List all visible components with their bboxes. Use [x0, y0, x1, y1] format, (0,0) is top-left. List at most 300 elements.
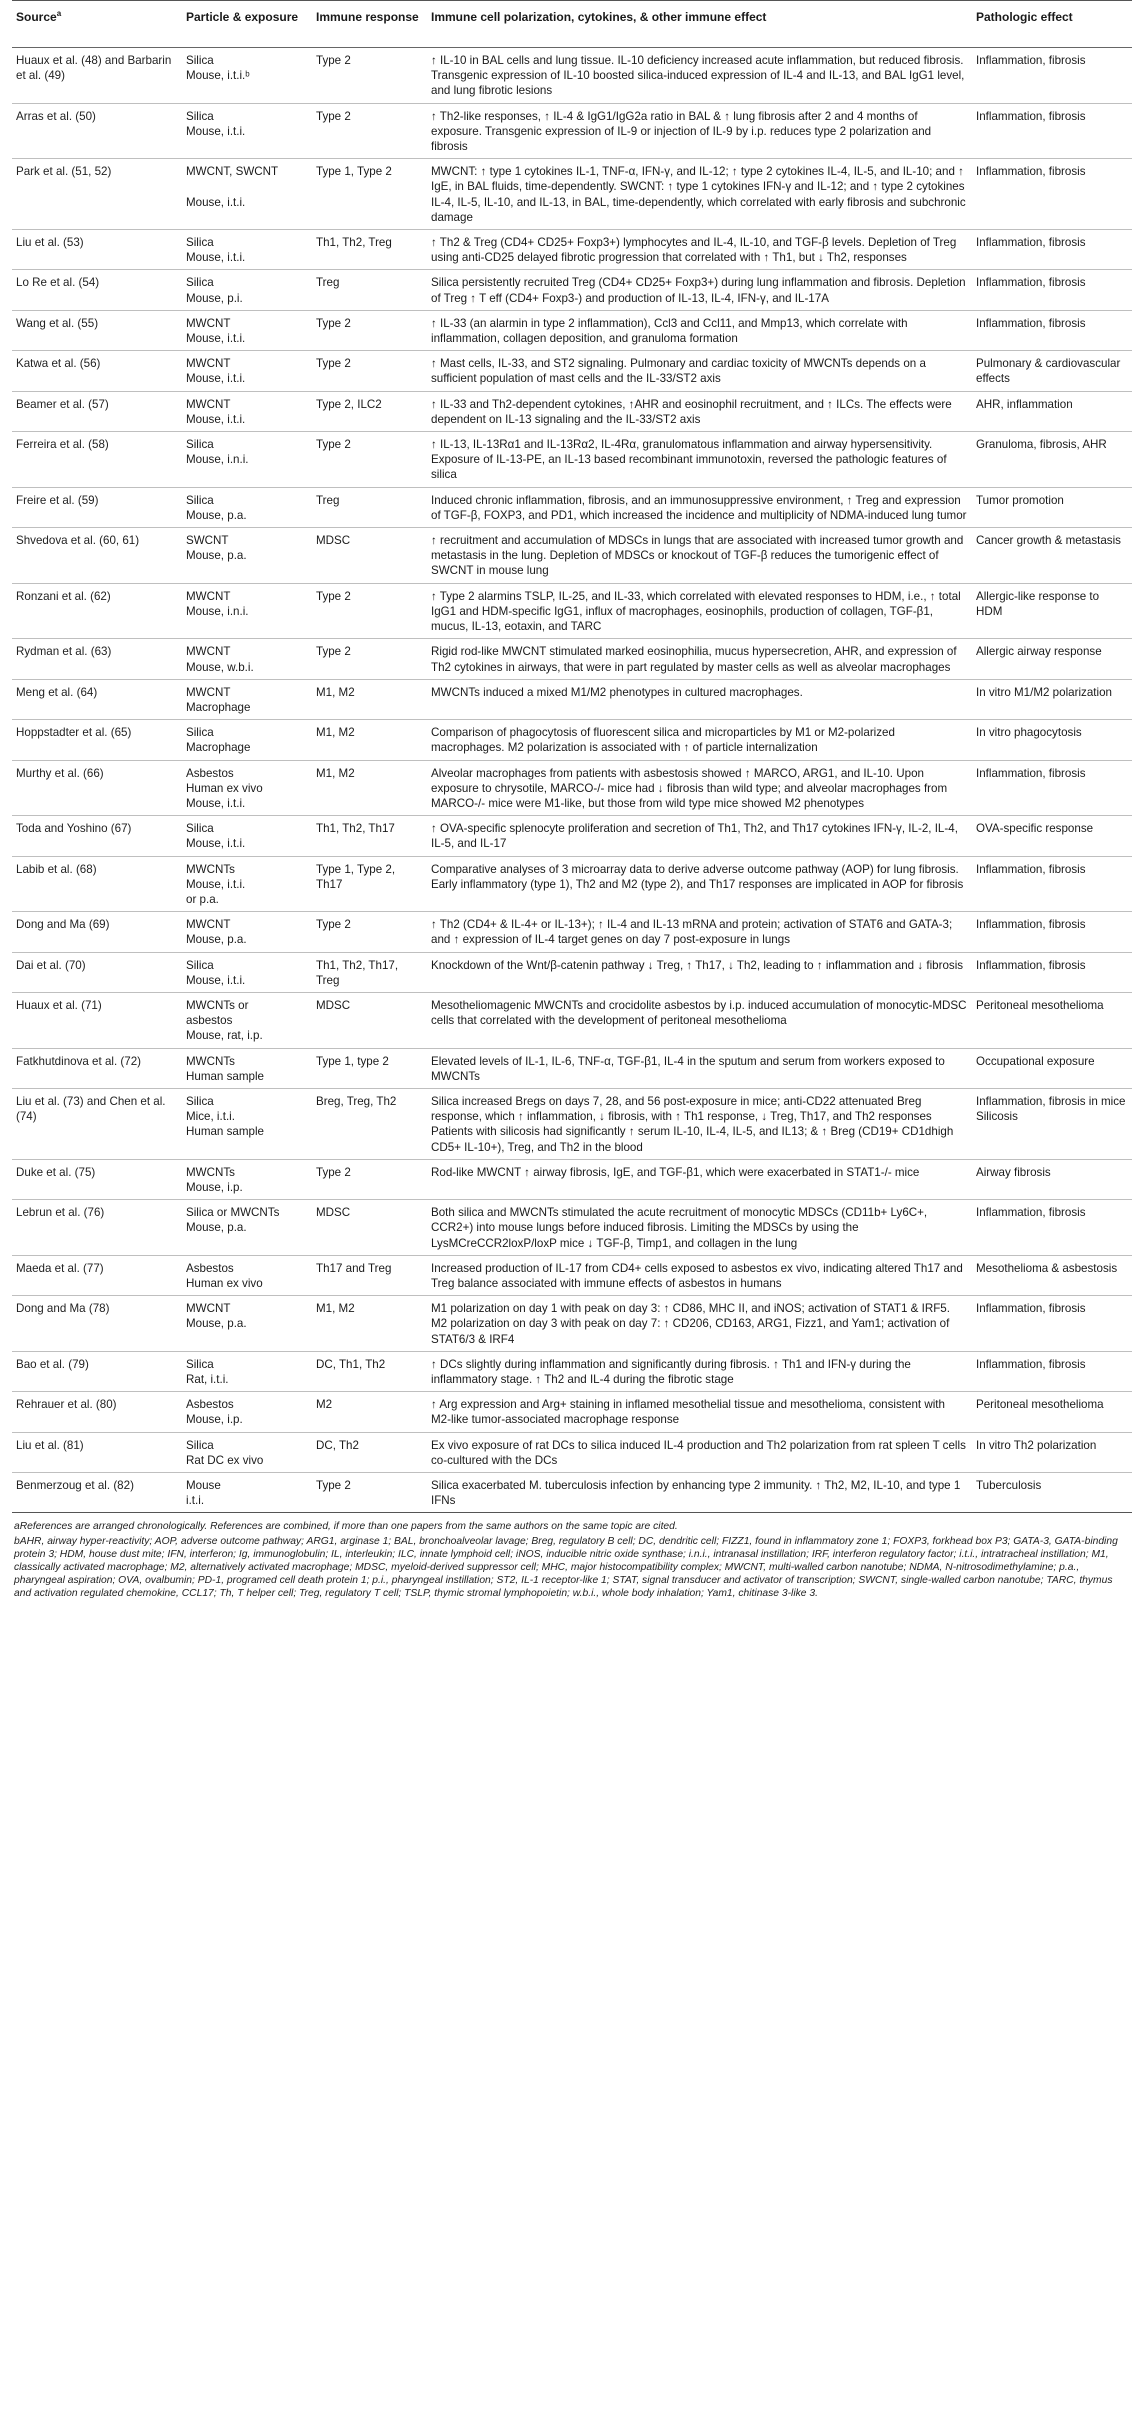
- source-text: Huaux et al. (48) and Barbarin et al. (49): [16, 54, 172, 83]
- cell-pathologic: Inflammation, fibrosis in mice Silicosis: [972, 1088, 1132, 1159]
- cell-source: [12, 1473, 182, 1513]
- particle-line: Asbestos: [186, 766, 234, 780]
- table-row: [12, 639, 1132, 679]
- particle-line: Silica: [186, 822, 214, 836]
- table-row: [12, 432, 1132, 488]
- table-row: [12, 1473, 1132, 1513]
- particle-line: MWCNT: [186, 918, 231, 932]
- particle-line: MWCNT: [186, 645, 231, 659]
- table-row: [12, 1392, 1132, 1432]
- cell-pathologic: Inflammation, fibrosis: [972, 159, 1132, 230]
- particle-line: Mouse, i.p.: [186, 1180, 243, 1194]
- cell-particle: [182, 1432, 312, 1472]
- particle-line: MWCNT: [186, 397, 231, 411]
- table-row: [12, 1432, 1132, 1472]
- particle-line: MWCNTs: [186, 1165, 235, 1179]
- cell-pathologic: Inflammation, fibrosis: [972, 856, 1132, 912]
- particle-line: Silica: [186, 236, 214, 250]
- particle-line: Silica: [186, 493, 214, 507]
- cell-pathologic: Mesothelioma & asbestosis: [972, 1255, 1132, 1295]
- particle-line: Macrophage: [186, 741, 251, 755]
- cell-particle: [182, 1296, 312, 1352]
- effect-text: ↑ Th2 & Treg (CD4+ CD25+ Foxp3+) lymphocytes and IL-4, IL-10, and TGF-β levels. Depletion of Treg using anti-CD25 delayed fibrotic progression that correlated with ↑ Th1, but ↓ Th2, responses: [431, 236, 957, 265]
- particle-line: i.t.i.: [186, 1494, 205, 1508]
- cell-immune: M1, M2: [312, 679, 427, 719]
- cell-effect: [427, 528, 972, 584]
- particle-line: Mouse, p.a.: [186, 549, 247, 563]
- cell-particle: [182, 432, 312, 488]
- cell-effect: [427, 487, 972, 527]
- effect-text: Silica persistently recruited Treg (CD4+ CD25+ Foxp3+) during lung inflammation and fibrosis. Depletion of Treg ↑ T eff (CD4+ Foxp3-) and production of IL-13, IL-4, IFN-γ, and IL-17A: [431, 276, 966, 305]
- particle-line: Mouse, p.a.: [186, 1221, 247, 1235]
- table-row: [12, 720, 1132, 760]
- cell-immune: Type 2: [312, 639, 427, 679]
- effect-text: Mesotheliomagenic MWCNTs and crocidolite asbestos by i.p. induced accumulation of monocytic-MDSC cells that correlated with the development of peritoneal mesothelioma: [431, 998, 967, 1028]
- cell-source: [12, 639, 182, 679]
- cell-source: [12, 760, 182, 816]
- cell-pathologic: Airway fibrosis: [972, 1159, 1132, 1199]
- cell-pathologic: Inflammation, fibrosis: [972, 270, 1132, 310]
- source-text: Arras et al. (50): [16, 109, 96, 123]
- source-text: Shvedova et al. (60, 61): [16, 534, 140, 548]
- particle-line: Mice, i.t.i.: [186, 1110, 235, 1124]
- cell-particle: [182, 528, 312, 584]
- cell-effect: [427, 1392, 972, 1432]
- table-row: [12, 351, 1132, 391]
- particle-line: MWCNT: [186, 357, 231, 371]
- cell-source: [12, 952, 182, 992]
- cell-particle: [182, 351, 312, 391]
- particle-line: MWCNT: [186, 589, 231, 603]
- cell-effect: [427, 1200, 972, 1256]
- particle-line: Silica: [186, 276, 214, 290]
- cell-particle: [182, 856, 312, 912]
- cell-immune: M1, M2: [312, 1296, 427, 1352]
- source-text: Liu et al. (53): [16, 236, 84, 250]
- cell-particle: [182, 639, 312, 679]
- cell-effect: [427, 816, 972, 856]
- particle-line: Mouse, i.t.i.: [186, 877, 246, 891]
- cell-particle: [182, 1255, 312, 1295]
- table-row: [12, 1296, 1132, 1352]
- cell-source: [12, 1048, 182, 1088]
- cell-effect: [427, 103, 972, 159]
- table-row: [12, 952, 1132, 992]
- particle-line: Macrophage: [186, 700, 251, 714]
- table-row: [12, 912, 1132, 952]
- effect-text: Rigid rod-like MWCNT stimulated marked eosinophilia, mucus hypersecretion, AHR, and expression of Th2 cytokines in airways, that were in part regulated by master cells as well as alveolar macrophages: [431, 645, 957, 674]
- source-text: Murthy et al. (66): [16, 766, 104, 780]
- source-text: Maeda et al. (77): [16, 1261, 104, 1275]
- effect-text: Elevated levels of IL-1, IL-6, TNF-α, TGF-β1, IL-4 in the sputum and serum from workers exposed to MWCNTs: [431, 1054, 945, 1083]
- source-text: Bao et al. (79): [16, 1357, 89, 1371]
- particle-line: Asbestos: [186, 1261, 234, 1275]
- particle-line: Mouse, p.i.: [186, 291, 243, 305]
- source-text: Ronzani et al. (62): [16, 589, 111, 603]
- cell-immune: Th1, Th2, Th17, Treg: [312, 952, 427, 992]
- header-row: [12, 1, 1132, 48]
- cell-pathologic: Inflammation, fibrosis: [972, 760, 1132, 816]
- cell-pathologic: Inflammation, fibrosis: [972, 912, 1132, 952]
- cell-particle: [182, 103, 312, 159]
- effect-text: Rod-like MWCNT ↑ airway fibrosis, IgE, and TGF-β1, which were exacerbated in STAT1-/- mice: [431, 1165, 920, 1179]
- cell-immune: Type 2: [312, 432, 427, 488]
- cell-effect: [427, 1255, 972, 1295]
- source-text: Lebrun et al. (76): [16, 1206, 105, 1220]
- effect-text: Induced chronic inflammation, fibrosis, and an immunosuppressive environment, ↑ Treg and expression of TGF-β, FOXP3, and PD1, which increased the incidence and multiplicity of NDMA-induced lung tumor: [431, 493, 967, 522]
- particle-line: MWCNTs or: [186, 998, 249, 1012]
- cell-effect: [427, 856, 972, 912]
- particle-line: Mouse, rat, i.p.: [186, 1029, 263, 1043]
- cell-source: [12, 230, 182, 270]
- effect-text: ↑ recruitment and accumulation of MDSCs in lungs that are associated with increased tumor growth and metastasis in the lung. Depletion of MDSCs or knockout of TGF-β reduces the tumorigenic effect of SWCNT in mouse lung: [431, 534, 964, 578]
- particle-line: Mouse, i.t.i.: [186, 973, 246, 987]
- cell-source: [12, 816, 182, 856]
- particle-line: Silica: [186, 1094, 214, 1108]
- particle-line: Asbestos: [186, 1398, 234, 1412]
- effect-text: ↑ DCs slightly during inflammation and significantly during fibrosis. ↑ Th1 and IFN-γ during the inflammatory stage. ↑ Th2 and IL-4 during the fibrotic stage: [431, 1357, 911, 1387]
- particle-line: MWCNTs: [186, 1054, 235, 1068]
- cell-pathologic: Inflammation, fibrosis: [972, 952, 1132, 992]
- cell-immune: Treg: [312, 487, 427, 527]
- source-text: Dong and Ma (69): [16, 918, 110, 932]
- cell-particle: [182, 760, 312, 816]
- table-row: [12, 103, 1132, 159]
- particle-line: or p.a.: [186, 892, 219, 906]
- particle-line: [186, 179, 308, 194]
- table-row: [12, 1159, 1132, 1199]
- effect-text: ↑ Mast cells, IL-33, and ST2 signaling. Pulmonary and cardiac toxicity of MWCNTs depends on a sufficient population of mast cells and the IL-33/ST2 axis: [431, 357, 926, 386]
- cell-particle: [182, 1200, 312, 1256]
- cell-immune: Th17 and Treg: [312, 1255, 427, 1295]
- cell-immune: Type 2: [312, 1473, 427, 1513]
- particle-line: Mouse, p.a.: [186, 508, 247, 522]
- cell-particle: [182, 310, 312, 350]
- source-text: Beamer et al. (57): [16, 397, 109, 411]
- cell-particle: [182, 816, 312, 856]
- table-row: [12, 270, 1132, 310]
- cell-source: [12, 1255, 182, 1295]
- table-row: [12, 992, 1132, 1048]
- particle-line: Silica: [186, 54, 214, 67]
- cell-pathologic: Granuloma, fibrosis, AHR: [972, 432, 1132, 488]
- source-text: Liu et al. (81): [16, 1438, 84, 1452]
- source-text: Benmerzoug et al. (82): [16, 1479, 134, 1493]
- table-row: [12, 679, 1132, 719]
- particle-line: Silica: [186, 438, 214, 452]
- cell-source: [12, 159, 182, 230]
- cell-effect: [427, 583, 972, 639]
- cell-immune: Type 1, Type 2: [312, 159, 427, 230]
- effect-text: ↑ IL-10 in BAL cells and lung tissue. IL-10 deficiency increased acute inflammation, but reduced fibrosis. Transgenic expression of IL-10 boosted silica-induced expression of IL-4 and IL-13, and BAL IgG1 level, and lung fibrotic lesions: [431, 54, 965, 98]
- cell-source: [12, 310, 182, 350]
- table-row: [12, 816, 1132, 856]
- cell-immune: Th1, Th2, Treg: [312, 230, 427, 270]
- cell-particle: [182, 159, 312, 230]
- source-text: Rydman et al. (63): [16, 645, 112, 659]
- cell-source: [12, 992, 182, 1048]
- source-text: Lo Re et al. (54): [16, 276, 100, 290]
- cell-particle: [182, 230, 312, 270]
- particle-line: MWCNT: [186, 1302, 231, 1316]
- source-text: Toda and Yoshino (67): [16, 822, 132, 836]
- cell-immune: MDSC: [312, 528, 427, 584]
- source-text: Meng et al. (64): [16, 685, 98, 699]
- cell-immune: Type 2, ILC2: [312, 391, 427, 431]
- particle-line: Human sample: [186, 1125, 264, 1139]
- cell-particle: [182, 1048, 312, 1088]
- particle-line: MWCNT: [186, 685, 231, 699]
- source-text: Labib et al. (68): [16, 862, 97, 876]
- cell-particle: [182, 952, 312, 992]
- particle-line: Human ex vivo: [186, 1277, 263, 1290]
- particle-line: SWCNT: [186, 534, 229, 548]
- cell-pathologic: In vitro Th2 polarization: [972, 1432, 1132, 1472]
- cell-effect: [427, 48, 972, 104]
- table-row: [12, 159, 1132, 230]
- cell-effect: [427, 159, 972, 230]
- cell-immune: Type 1, Type 2, Th17: [312, 856, 427, 912]
- cell-source: [12, 912, 182, 952]
- cell-immune: Th1, Th2, Th17: [312, 816, 427, 856]
- effect-text: ↑ Type 2 alarmins TSLP, IL-25, and IL-33, which correlated with elevated responses to HDM, i.e., ↑ total IgG1 and HDM-specific IgG1, influx of macrophages, eosinophils, production of collagen, TGF-β1, mucus, IL-13, eotaxin, and TARC: [431, 589, 961, 634]
- cell-source: [12, 1200, 182, 1256]
- source-text: Duke et al. (75): [16, 1165, 96, 1179]
- header-source: Source$^a$: [12, 1, 182, 48]
- cell-immune: Breg, Treg, Th2: [312, 1088, 427, 1159]
- cell-pathologic: Inflammation, fibrosis: [972, 1296, 1132, 1352]
- cell-particle: [182, 1351, 312, 1391]
- cell-source: [12, 1159, 182, 1199]
- cell-immune: Treg: [312, 270, 427, 310]
- effect-text: Silica increased Bregs on days 7, 28, and 56 post-exposure in mice; anti-CD22 attenuated Breg response, which ↑ inflammation, ↓ fibrosis, with ↑ Th1 response, ↓ Treg, Th17, and Th2 responses: [431, 1094, 932, 1124]
- effect-text: ↑ Arg expression and Arg+ staining in inflamed mesothelial tissue and mesothelioma, consistent with M2-like tumor-associated macrophage response: [431, 1398, 945, 1427]
- effect-text: ↑ IL-33 (an alarmin in type 2 inflammation), Ccl3 and Ccl11, and Mmp13, which correlate with inflammation, collagen deposition, and granuloma formation: [431, 316, 908, 346]
- cell-particle: [182, 1473, 312, 1513]
- cell-pathologic: Inflammation, fibrosis: [972, 1200, 1132, 1256]
- cell-effect: [427, 992, 972, 1048]
- cell-effect: [427, 1473, 972, 1513]
- cell-particle: [182, 679, 312, 719]
- cell-particle: [182, 583, 312, 639]
- particle-line: Silica: [186, 1438, 214, 1452]
- cell-immune: Type 2: [312, 351, 427, 391]
- particle-line: Rat DC ex vivo: [186, 1453, 264, 1467]
- table-row: [12, 1088, 1132, 1159]
- particle-line: Human ex vivo: [186, 781, 263, 795]
- effect-text: Silica exacerbated M. tuberculosis infection by enhancing type 2 immunity. ↑ Th2, M2, IL-10, and type 1 IFNs: [431, 1479, 961, 1508]
- cell-pathologic: AHR, inflammation: [972, 391, 1132, 431]
- table-row: [12, 487, 1132, 527]
- cell-particle: [182, 992, 312, 1048]
- effect-text: ↑ IL-33 and Th2-dependent cytokines, ↑AHR and eosinophil recruitment, and ↑ ILCs. The effects were dependent on IL-13 signaling and the IL-33/ST2 axis: [431, 397, 952, 426]
- cell-immune: MDSC: [312, 992, 427, 1048]
- cell-source: [12, 487, 182, 527]
- cell-effect: [427, 912, 972, 952]
- cell-particle: [182, 48, 312, 104]
- cell-pathologic: Inflammation, fibrosis: [972, 48, 1132, 104]
- table-row: [12, 528, 1132, 584]
- source-text: Rehrauer et al. (80): [16, 1398, 117, 1412]
- cell-immune: M2: [312, 1392, 427, 1432]
- cell-particle: [182, 391, 312, 431]
- cell-source: [12, 679, 182, 719]
- cell-pathologic: Occupational exposure: [972, 1048, 1132, 1088]
- cell-effect: [427, 679, 972, 719]
- table-row: [12, 1048, 1132, 1088]
- cell-pathologic: Inflammation, fibrosis: [972, 310, 1132, 350]
- cell-source: [12, 270, 182, 310]
- cell-pathologic: Allergic airway response: [972, 639, 1132, 679]
- cell-pathologic: Tumor promotion: [972, 487, 1132, 527]
- particle-line: Silica: [186, 109, 214, 123]
- effect-text: Both silica and MWCNTs stimulated the acute recruitment of monocytic MDSCs (CD11b+ Ly6C+, CCR2+) into mouse lungs before induced fibrosis. Limiting the MDSCs by using the LysMCreCCR2loxP/loxP mice ↓ TGF-β, Timp1, and collagen in the lung: [431, 1206, 928, 1250]
- table-row: [12, 230, 1132, 270]
- table-container: [12, 0, 1132, 1601]
- effect-text: M1 polarization on day 1 with peak on day 3: ↑ CD86, MHC II, and iNOS; activation of STAT1 & IRF5. M2 polarization on day 3 with peak on day 7: ↑ CD206, CD163, ARG1, Fizz1, and Yam1; activation of STAT6/3 & IRF4: [431, 1302, 950, 1346]
- cell-pathologic: Inflammation, fibrosis: [972, 1351, 1132, 1391]
- cell-particle: [182, 720, 312, 760]
- cell-immune: Type 2: [312, 310, 427, 350]
- cell-effect: [427, 1088, 972, 1159]
- table-row: [12, 856, 1132, 912]
- table-row: [12, 1200, 1132, 1256]
- particle-line: Mouse, i.t.i.: [186, 837, 246, 851]
- effect-text: MWCNTs induced a mixed M1/M2 phenotypes in cultured macrophages.: [431, 685, 803, 699]
- cell-particle: [182, 1392, 312, 1432]
- particle-line: asbestos: [186, 1014, 233, 1028]
- cell-pathologic: Pulmonary & cardiovascular effects: [972, 351, 1132, 391]
- cell-particle: [182, 1088, 312, 1159]
- cell-source: [12, 103, 182, 159]
- particle-line: Mouse, i.t.i.ᵇ: [186, 69, 250, 83]
- cell-source: [12, 1392, 182, 1432]
- table-row: [12, 1255, 1132, 1295]
- cell-pathologic: In vitro M1/M2 polarization: [972, 679, 1132, 719]
- cell-pathologic: Inflammation, fibrosis: [972, 230, 1132, 270]
- effect-text: Comparative analyses of 3 microarray data to derive adverse outcome pathway (AOP) for lung fibrosis. Early inflammatory (type 1), Th2 and M2 (type 2), and Th17 responses are implicated in AOP for fibrosis: [431, 862, 964, 891]
- source-text: Dai et al. (70): [16, 958, 86, 972]
- cell-effect: [427, 639, 972, 679]
- cell-pathologic: Peritoneal mesothelioma: [972, 1392, 1132, 1432]
- cell-effect: [427, 952, 972, 992]
- cell-pathologic: In vitro phagocytosis: [972, 720, 1132, 760]
- cell-source: [12, 528, 182, 584]
- cell-pathologic: Tuberculosis: [972, 1473, 1132, 1513]
- source-text: Dong and Ma (78): [16, 1302, 110, 1316]
- cell-immune: MDSC: [312, 1200, 427, 1256]
- effect-text: Knockdown of the Wnt/β-catenin pathway ↓ Treg, ↑ Th17, ↓ Th2, leading to ↑ inflammation and ↓ fibrosis: [431, 958, 964, 972]
- immune-effects-table: [12, 0, 1132, 1513]
- particle-line: Mouse, i.t.i.: [186, 195, 246, 209]
- footnote-a: aReferences are arranged chronologically. References are combined, if more than one papers from the same authors on the same topic are cited.: [14, 1521, 678, 1533]
- cell-source: [12, 391, 182, 431]
- effect-text: Increased production of IL-17 from CD4+ cells exposed to asbestos ex vivo, indicating altered Th17 and Treg balance associated with immune effects of asbestos in humans: [431, 1261, 963, 1290]
- header-particle: Particle & exposure: [182, 1, 312, 48]
- cell-effect: [427, 1159, 972, 1199]
- cell-effect: [427, 351, 972, 391]
- particle-line: Mouse, i.t.i.: [186, 796, 246, 810]
- particle-line: Silica: [186, 958, 214, 972]
- cell-immune: DC, Th1, Th2: [312, 1351, 427, 1391]
- source-text: Huaux et al. (71): [16, 998, 102, 1012]
- source-text: Liu et al. (73) and Chen et al. (74): [16, 1094, 166, 1124]
- cell-source: [12, 1432, 182, 1472]
- particle-line: Silica or MWCNTs: [186, 1206, 280, 1220]
- cell-effect: [427, 391, 972, 431]
- cell-particle: [182, 270, 312, 310]
- cell-source: [12, 1351, 182, 1391]
- particle-line: Mouse, i.t.i.: [186, 332, 246, 346]
- particle-line: MWCNTs: [186, 862, 235, 876]
- cell-immune: M1, M2: [312, 760, 427, 816]
- particle-line: Rat, i.t.i.: [186, 1373, 229, 1387]
- source-text: Wang et al. (55): [16, 316, 99, 330]
- cell-immune: DC, Th2: [312, 1432, 427, 1472]
- particle-line: Mouse, i.p.: [186, 1413, 243, 1427]
- cell-source: [12, 720, 182, 760]
- table-row: [12, 48, 1132, 104]
- particle-line: Silica: [186, 726, 214, 740]
- cell-source: [12, 1296, 182, 1352]
- cell-effect: [427, 760, 972, 816]
- cell-pathologic: OVA-specific response: [972, 816, 1132, 856]
- cell-source: [12, 432, 182, 488]
- table-footnotes: [12, 1520, 1132, 1600]
- source-text: Katwa et al. (56): [16, 357, 101, 371]
- cell-effect: [427, 432, 972, 488]
- cell-source: [12, 48, 182, 104]
- table-row: [12, 583, 1132, 639]
- particle-line: Mouse, w.b.i.: [186, 660, 254, 674]
- effect-text: ↑ Th2-like responses, ↑ IL-4 & IgG1/IgG2a ratio in BAL & ↑ lung fibrosis after 2 and 4 months of exposure. Transgenic expression of IL-9 or injection of IL-9 by i.p. reduces type 2 polarization and fibrosis: [431, 109, 932, 154]
- cell-effect: [427, 1351, 972, 1391]
- source-text: Park et al. (51, 52): [16, 165, 112, 179]
- cell-pathologic: Cancer growth & metastasis: [972, 528, 1132, 584]
- cell-pathologic: Inflammation, fibrosis: [972, 103, 1132, 159]
- effect-text: Alveolar macrophages from patients with asbestosis showed ↑ MARCO, ARG1, and IL-10. Upon exposure to chrysotile, MARCO-/- mice had ↓ fibrosis than wild type; and alveolar macrophages from MARCO-/- mice were M1-like, but those from wild type mice showed M2 phenotypes: [431, 766, 948, 810]
- source-text: Hoppstadter et al. (65): [16, 726, 132, 740]
- header-immune: Immune response: [312, 1, 427, 48]
- cell-immune: Type 2: [312, 1159, 427, 1199]
- particle-line: MWCNT: [186, 316, 231, 330]
- header-effect: Immune cell polarization, cytokines, & other immune effect: [427, 1, 972, 48]
- cell-effect: [427, 1296, 972, 1352]
- footnote-b: bAHR, airway hyper-reactivity; AOP, adverse outcome pathway; ARG1, arginase 1; BAL, bronchoalveolar lavage; Breg, regulatory B cell; DC, dendritic cell; FIZZ1, found in inflammatory zone 1; FOXP3, forkhead box P3; GATA-3, GATA-binding protein 3; HDM, house dust mite; IFN, interferon; Ig, immunoglobulin; IL, interleukin; ILC, innate lymphoid cell; iNOS, inducible nitric oxide synthase; i.n.i., intranasal instillation; IRF, interferon regulatory factor; i.t.i., intratracheal instillation; M1, classically activated macrophage; M2, alternatively activated macrophage; MDSC, myeloid-derived suppressor cell; MHC, major histocompatibility complex; MWCNT, multi-walled carbon nanotube; NDMA, N-nitrosodimethylamine; p.a., pharyngeal aspiration; OVA, ovalbumin; PD-1, programed cell death protein 1; p.i., pharyngeal instillation; ST2, IL-1 receptor-like 1; STAT, signal transducer and activator of transcription; SWCNT, single-walled carbon nanotube; TARC, thymus and activation regulated chemokine, CCL17; Th, T helper cell; Treg, regulatory T cell; TSLP, thymic stromal lymphopoietin; w.b.i., whole body inhalation; Yam1, chitinase 3-like 3.: [14, 1535, 1118, 1600]
- cell-particle: [182, 912, 312, 952]
- cell-particle: [182, 1159, 312, 1199]
- effect-text: Ex vivo exposure of rat DCs to silica induced IL-4 production and Th2 polarization from rat spleen T cells co-cultured with the DCs: [431, 1438, 966, 1467]
- particle-line: Silica: [186, 1357, 214, 1371]
- cell-pathologic: Peritoneal mesothelioma: [972, 992, 1132, 1048]
- particle-line: Mouse, i.t.i.: [186, 251, 246, 265]
- cell-effect: [427, 1432, 972, 1472]
- cell-immune: Type 2: [312, 48, 427, 104]
- cell-source: [12, 351, 182, 391]
- cell-immune: Type 2: [312, 103, 427, 159]
- table-row: [12, 760, 1132, 816]
- cell-effect: [427, 720, 972, 760]
- particle-line: Mouse, i.t.i.: [186, 372, 246, 386]
- cell-effect: [427, 1048, 972, 1088]
- cell-immune: Type 1, type 2: [312, 1048, 427, 1088]
- table-row: [12, 1351, 1132, 1391]
- cell-effect: [427, 310, 972, 350]
- table-row: [12, 391, 1132, 431]
- effect-text: Comparison of phagocytosis of fluorescent silica and microparticles by M1 or M2-polarized macrophages. M2 polarization is associated with ↑ of particle internalization: [431, 726, 895, 755]
- cell-immune: Type 2: [312, 912, 427, 952]
- cell-source: [12, 583, 182, 639]
